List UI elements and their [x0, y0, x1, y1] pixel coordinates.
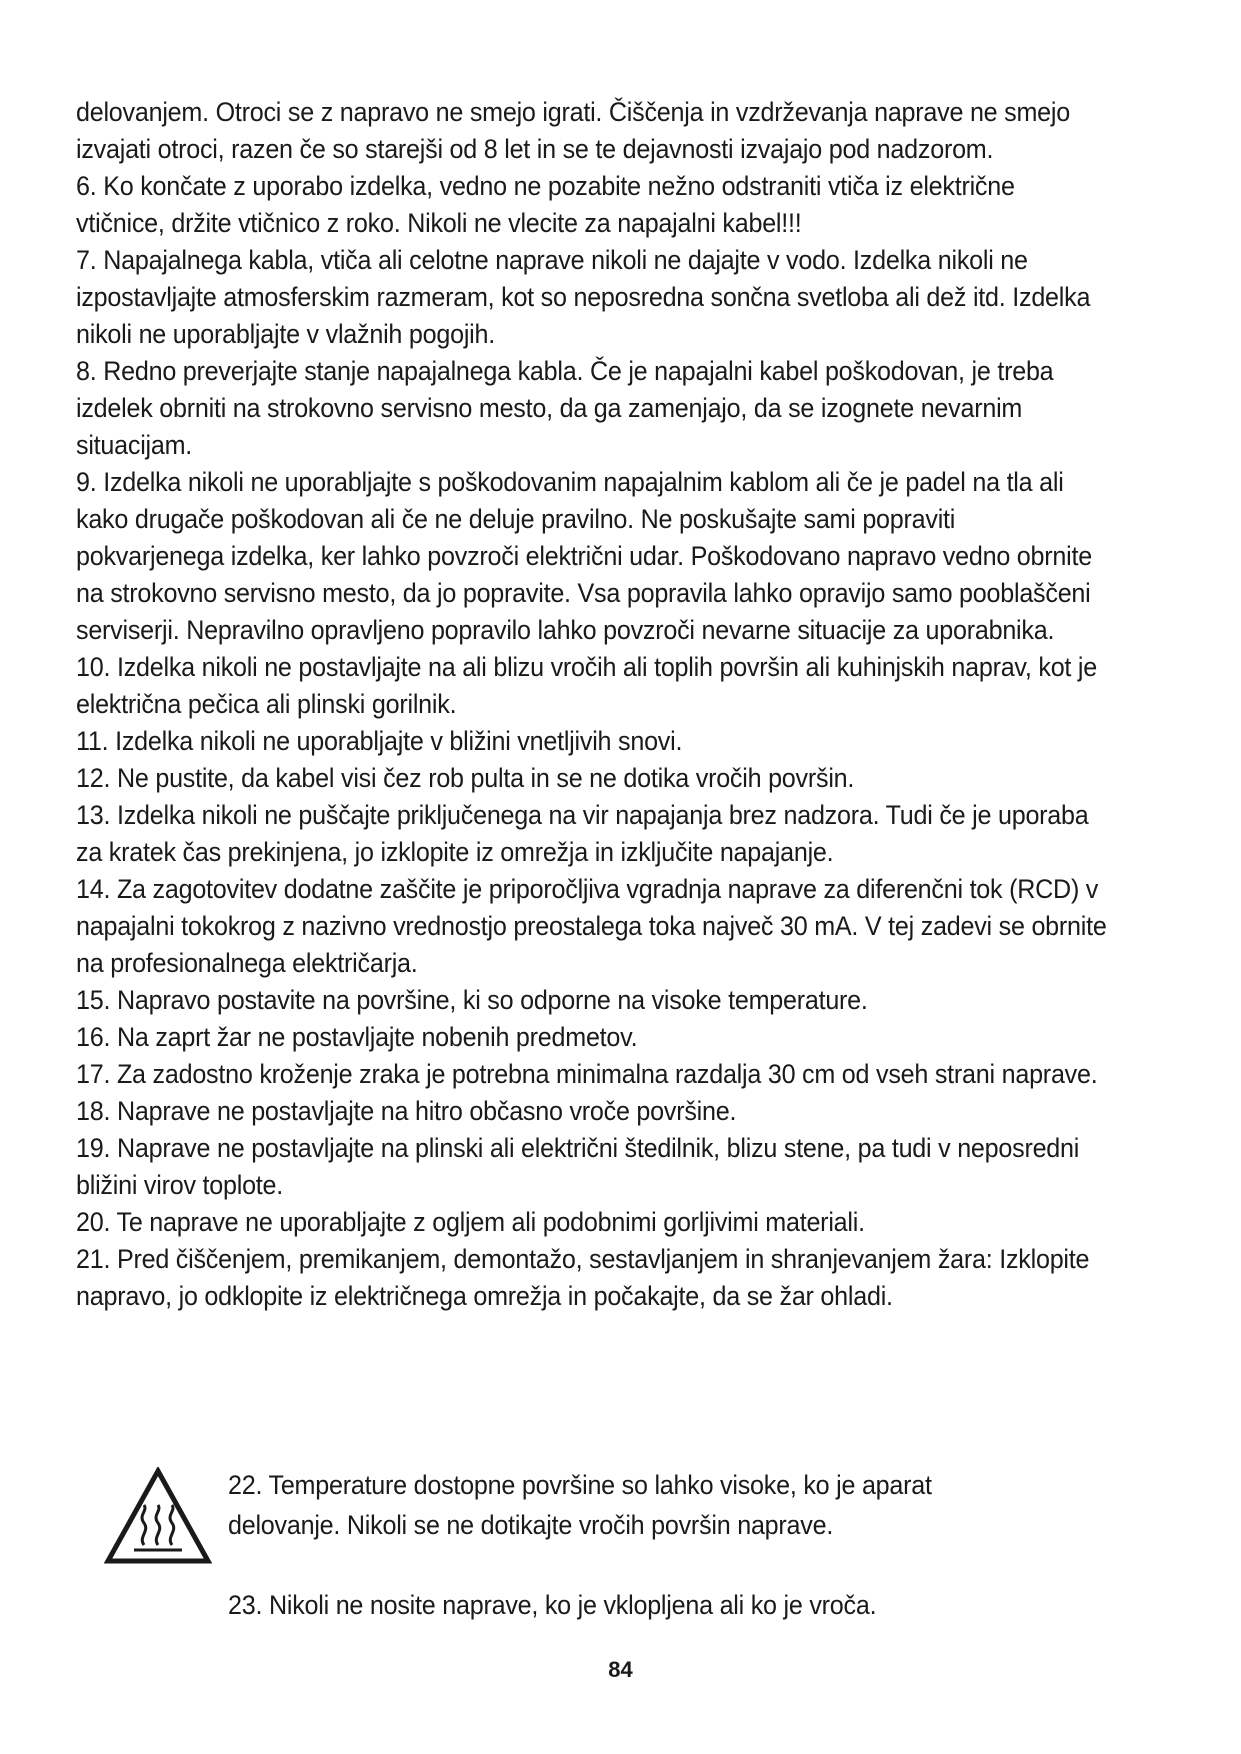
- list-item-16: 16. Na zaprt žar ne postavljajte nobenih predmetov.: [76, 1022, 638, 1052]
- list-item-14: 14. Za zagotovitev dodatne zaščite je priporočljiva vgradnja naprave za diferenčni tok (RCD) v napajalni tokokrog z nazivno vrednostjo preostalega toka največ 30 mA. V tej zadevi se obrnite na profesionalnega električarja.: [76, 874, 1107, 978]
- list-item-21: 21. Pred čiščenjem, premikanjem, demontažo, sestavljanjem in shranjevanjem žara: Izklopite napravo, jo odklopite iz električnega omrežja in počakajte, da se žar ohladi.: [76, 1244, 1090, 1311]
- warning-text: [228, 1465, 1065, 1625]
- page-number: 84: [608, 1657, 633, 1682]
- list-item-7: 7. Napajalnega kabla, vtiča ali celotne naprave nikoli ne dajajte v vodo. Izdelka nikoli ne izpostavljajte atmosferskim razmeram, kot so neposredna sončna svetloba ali dež itd. Izdelka nikoli ne uporabljajte v vlažnih pogojih.: [76, 245, 1091, 349]
- spacer: [228, 1545, 1065, 1585]
- hot-surface-warning: [76, 1465, 1186, 1620]
- list-item-13: 13. Izdelka nikoli ne puščajte priključenega na vir napajanja brez nadzora. Tudi če je uporaba za kratek čas prekinjena, jo izklopite iz omrežja in izključite napajanje.: [76, 800, 1089, 867]
- list-item-20: 20. Te naprave ne uporabljajte z ogljem ali podobnimi gorljivimi materiali.: [76, 1207, 865, 1237]
- list-item-22-line-1: 22. Temperature dostopne površine so lahko visoke, ko je aparat: [228, 1470, 932, 1500]
- list-item-23: 23. Nikoli ne nosite naprave, ko je vklopljena ali ko je vroča.: [228, 1590, 877, 1620]
- list-item-6: 6. Ko končate z uporabo izdelka, vedno ne pozabite nežno odstraniti vtiča iz električne vtičnice, držite vtičnico z roko. Nikoli ne vlecite za napajalni kabel!!!: [76, 171, 1015, 238]
- list-item-9: 9. Izdelka nikoli ne uporabljajte s poškodovanim napajalnim kablom ali če je padel na tla ali kako drugače poškodovan ali če ne deluje pravilno. Ne poskušajte sami popraviti pokvarjenega izdelka, ker lahko povzroči električni udar. Poškodovano napravo vedno obrnite na strokovno servisno mesto, da jo popravite. Vsa popravila lahko opravijo samo pooblaščeni serviserji. Nepravilno opravljeno popravilo lahko povzroči nevarne situacije za uporabnika.: [76, 467, 1092, 645]
- list-item-19: 19. Naprave ne postavljajte na plinski ali električni štedilnik, blizu stene, pa tudi v neposredni bližini virov toplote.: [76, 1133, 1080, 1200]
- list-item-11: 11. Izdelka nikoli ne uporabljajte v bližini vnetljivih snovi.: [76, 726, 683, 756]
- list-item-18: 18. Naprave ne postavljajte na hitro občasno vroče površine.: [76, 1096, 737, 1126]
- list-item-12: 12. Ne pustite, da kabel visi čez rob pulta in se ne dotika vročih površin.: [76, 763, 855, 793]
- instructions-body: [76, 94, 1108, 1315]
- list-item-8: 8. Redno preverjajte stanje napajalnega kabla. Če je napajalni kabel poškodovan, je treba izdelek obrniti na strokovno servisno mesto, da ga zamenjajo, da se izognete nevarnim situacijam.: [76, 356, 1054, 460]
- list-item-22-line-2: delovanje. Nikoli se ne dotikajte vročih površin naprave.: [228, 1510, 834, 1540]
- list-item-10: 10. Izdelka nikoli ne postavljajte na ali blizu vročih ali toplih površin ali kuhinjskih naprav, kot je električna pečica ali plinski gorilnik.: [76, 652, 1098, 719]
- list-item-15: 15. Napravo postavite na površine, ki so odporne na visoke temperature.: [76, 985, 868, 1015]
- intro-paragraph: delovanjem. Otroci se z napravo ne smejo igrati. Čiščenja in vzdrževanja naprave ne smejo izvajati otroci, razen če so starejši od 8 let in se te dejavnosti izvajajo pod nadzorom.: [76, 97, 1070, 164]
- list-item-17: 17. Za zadostno kroženje zraka je potrebna minimalna razdalja 30 cm od vseh strani naprave.: [76, 1059, 1098, 1089]
- hot-surface-warning-icon: [104, 1467, 212, 1565]
